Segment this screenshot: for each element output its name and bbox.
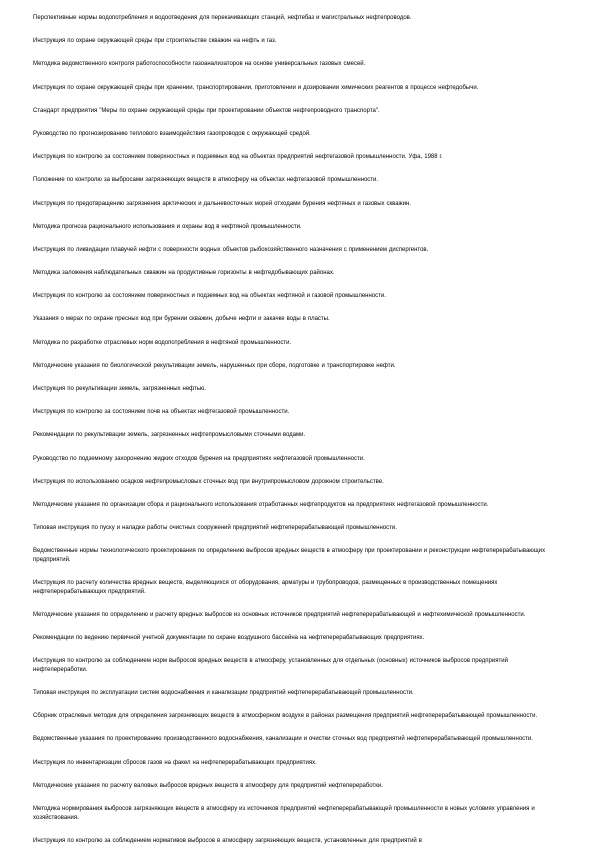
list-item: Методические указания по биологической рекультивации земель, нарушенных при сборе, подготовке и транспортировке нефти. [33, 362, 396, 369]
list-item: Инструкция по предотвращению загрязнения арктических и дальневосточных морей отходами бурения нефтяных и газовых скважин. [33, 200, 411, 207]
list-item: Методика нормирования выбросов загрязняющих веществ в атмосферу из источников предприятий нефтеперерабатывающей промышленности в новых условиях управления и хозяйствования. [33, 805, 535, 821]
list-item: Инструкция по контролю за состоянием поверхностных и подземных вод на объектах нефтяной и газовой промышленности. [33, 293, 386, 300]
list-item: Инструкция по контролю за состоянием почв на объектах нефтегазовой промышленности. [33, 409, 290, 416]
list-item: Указания о мерах по охране пресных вод при бурении скважин, добыче нефти и закачке воды в пласты. [33, 316, 330, 323]
list-item: Инструкция по контролю за соблюдением норм выбросов вредных веществ в атмосферу, установленных для отдельных (основных) источников выбросов предприятий нефтепереработки. [33, 658, 508, 673]
list-item: Инструкция по охране окружающей среды при хранении, транспортировании, приготовлении и дозировании химических реагентов в процессе нефтедобычи. [33, 84, 479, 91]
list-item: Руководство по прогнозированию теплового взаимодействия газопроводов с окружающей средой. [33, 130, 311, 137]
list-item: Рекомендации по ведению первичной учетной документации по охране воздушного бассейна на нефтеперерабатывающих предприятиях. [33, 635, 425, 642]
list-item: Методические указания по организации сбора и рационального использования отработанных нефтепродуктов на предприятиях нефтегазовой промышленности. [33, 501, 489, 508]
list-item: Инструкция по рекультивации земель, загрязненных нефтью. [33, 386, 207, 392]
list-item: Инструкция по расчету количества вредных веществ, выделяющихся от оборудования, арматуры и трубопроводов, размещенных в производственных помещениях нефтеперерабатывающих предприятий. [33, 580, 498, 595]
list-item: Стандарт предприятия "Меры по охране окружающей среды при проектировании объектов нефтепроводного транспорта". [33, 107, 380, 114]
document-list [33, 14, 555, 845]
list-item: Инструкция по ликвидации плавучей нефти с поверхности водных объектов рыбохозяйственного назначения с применением диспергентов. [33, 246, 429, 253]
list-item: Положение по контролю за выбросами загрязняющих веществ в атмосферу на объектах нефтегазовой промышленности. [33, 177, 379, 184]
list-item: Ведомственные указания по проектированию производственного водоснабжения, канализации и очистки сточных вод предприятий нефтеперерабатывающей промышленности. [33, 736, 533, 743]
list-item: Типовая инструкция по эксплуатации систем водоснабжения и канализации предприятий нефтеперерабатывающей промышленности. [33, 690, 414, 697]
list-item: Руководство по подземному захоронению жидких отходов бурения на предприятиях нефтегазовой промышленности. [33, 455, 365, 462]
list-item: Методические указания по расчету валовых выбросов вредных веществ в атмосферу для предприятий нефтепереработки. [33, 782, 383, 789]
list-item: Инструкция по контролю за соблюдением нормативов выбросов в атмосферу загрязняющих веществ, установленных для предприятий в [33, 837, 422, 844]
list-item: Методические указания по определению и расчету вредных выбросов из основных источников предприятий нефтеперерабатывающей и нефтехимической промышленности. [33, 611, 526, 618]
list-item: Инструкция по инвентаризации сбросов газов на факел на нефтеперерабатывающих предприятиях. [33, 759, 317, 766]
list-item: Инструкция по контролю за состоянием поверхностных и подземных вод на объектах предприятий нефтегазовой промышленности. Уфа, 1988 г. [33, 154, 443, 161]
list-item: Методика по разработке отраслевых норм водопотребления в нефтяной промышленности. [33, 339, 292, 346]
list-item: Методика заложения наблюдательных скважин на продуктивные горизонты в нефтедобывающих районах. [33, 270, 335, 277]
list-item: Сборник отраслевых методик для определения загрязняющих веществ в атмосферном воздухе в районах размещения предприятий нефтеперерабатывающей промышленности. [33, 713, 538, 720]
list-item: Перспективные нормы водопотребления и водоотведения для перекачивающих станций, нефтебаз и магистральных нефтепроводов. [33, 15, 412, 21]
list-item: Типовая инструкция по пуску и наладке работы очистных сооружений предприятий нефтеперерабатывающей промышленности. [33, 525, 397, 532]
list-item: Методика прогноза рационального использования и охраны вод в нефтяной промышленности. [33, 223, 302, 230]
list-item: Рекомендации по рекультивации земель, загрязненных нефтепромысловыми сточными водами. [33, 432, 306, 439]
list-item: Инструкция по охране окружающей среды при строительстве скважин на нефть и газ. [33, 38, 277, 45]
list-item: Ведомственные нормы технологического проектирования по определению выбросов вредных веществ в атмосферу при проектировании и реконструкции нефтеперерабатывающих предприятий. [33, 548, 546, 563]
list-item: Методика ведомственного контроля работоспособности газоанализаторов на основе универсальных газовых смесей. [33, 61, 366, 68]
list-item: Инструкция по использованию осадков нефтепромысловых сточных вод при внутрипромысловом дорожном строительстве. [33, 478, 384, 485]
